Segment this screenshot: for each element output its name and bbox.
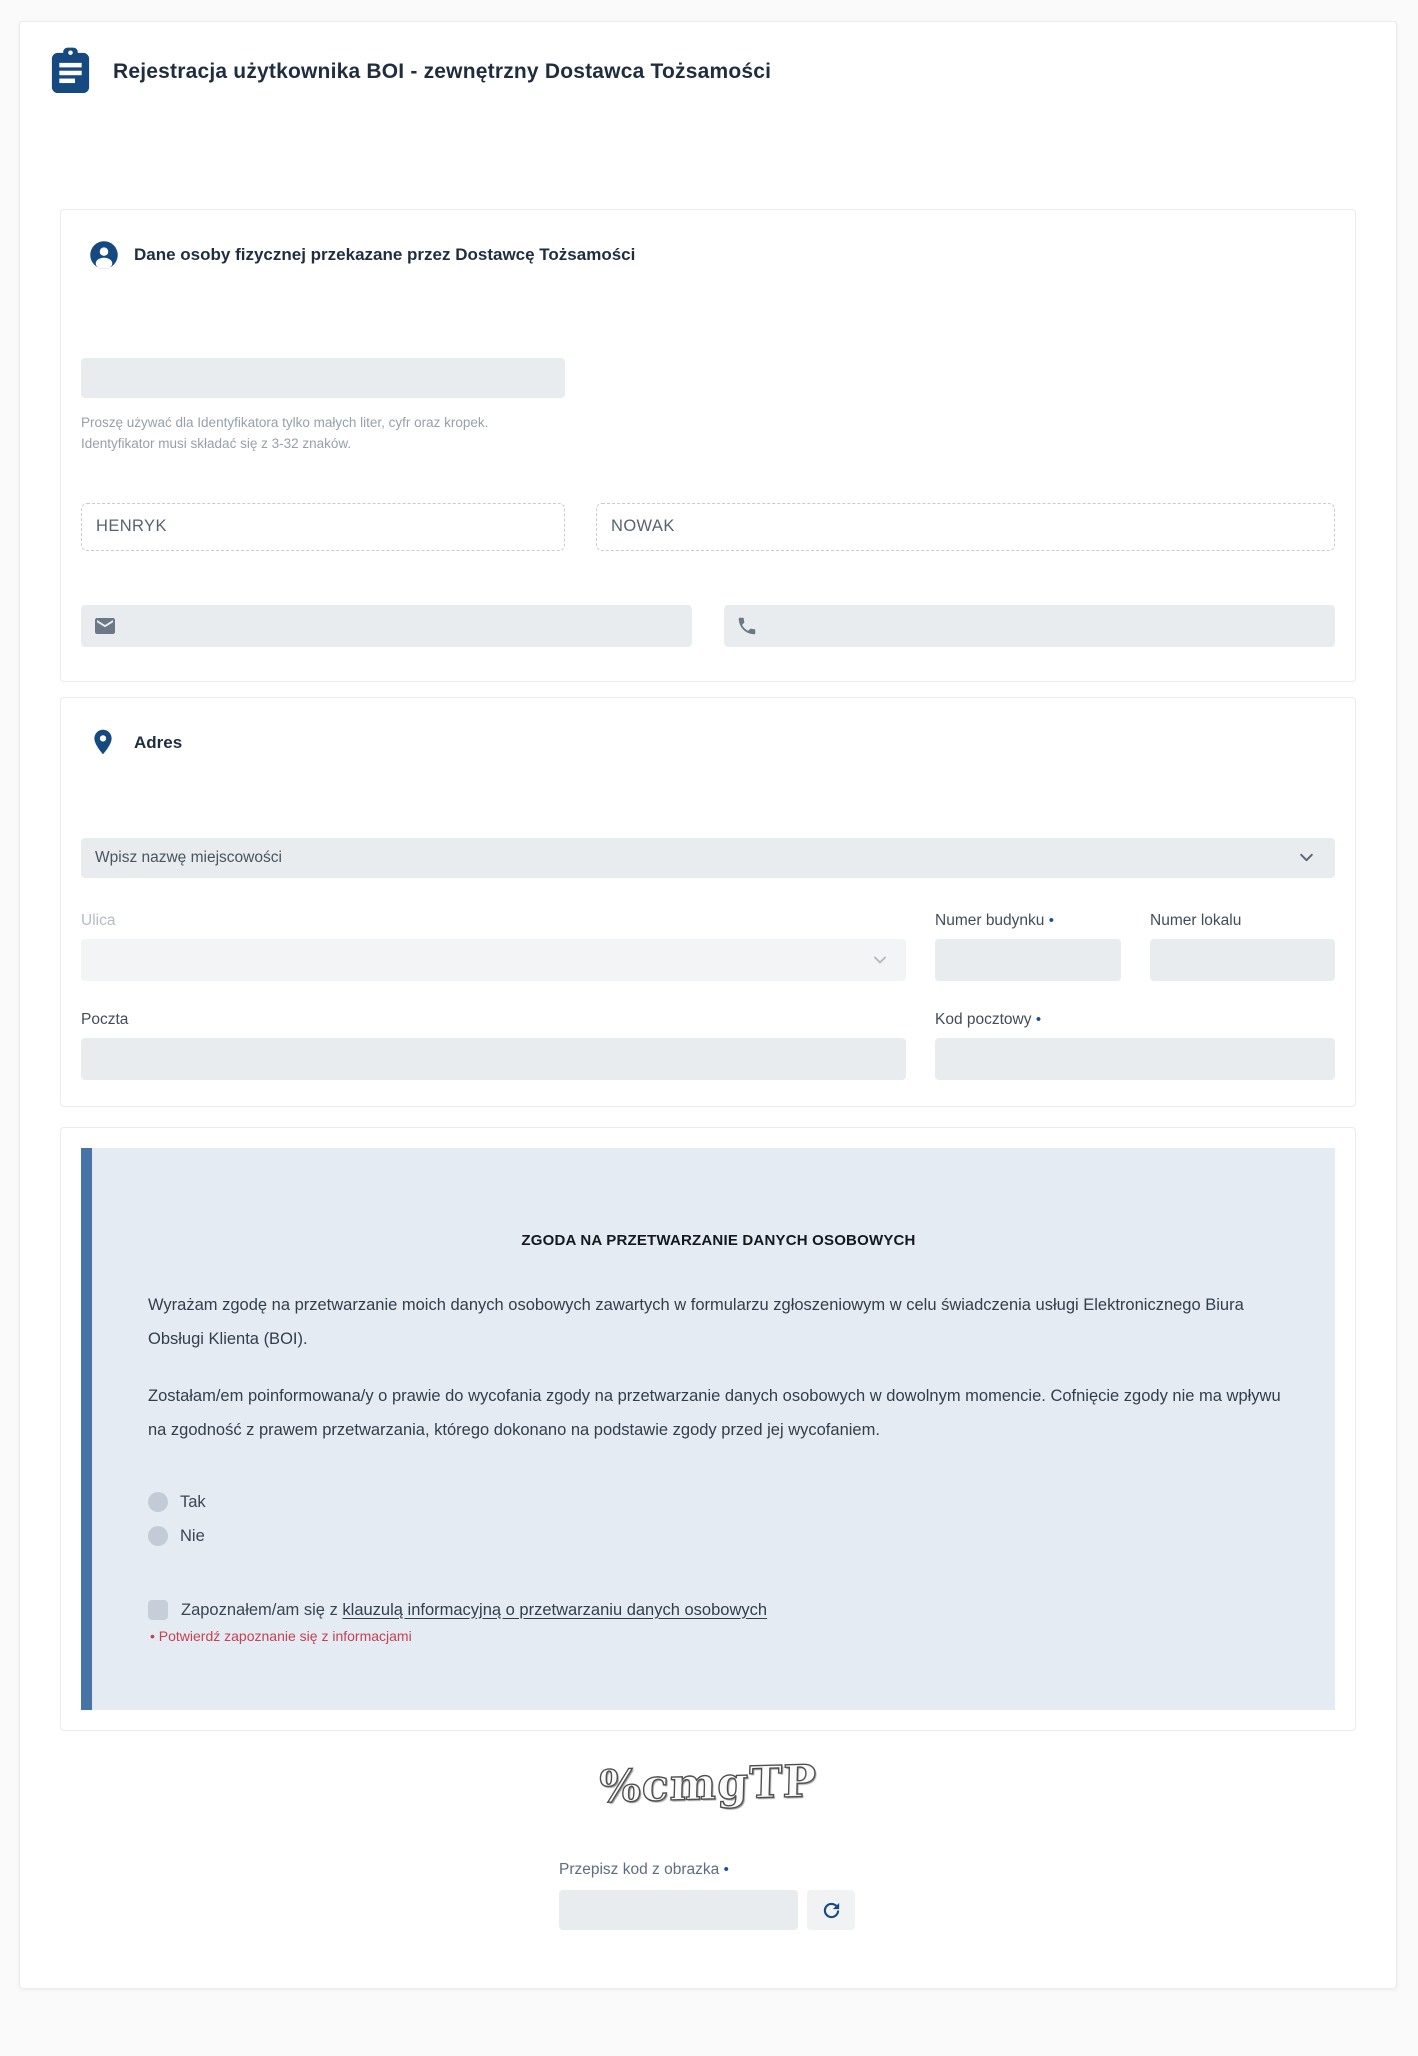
apartment-number-field — [1150, 912, 1335, 981]
contact-row — [81, 605, 1335, 647]
postal-code-field — [935, 1011, 1335, 1080]
consent-checkbox-label: Zapoznałem/am się z klauzulą informacyjną o przetwarzaniu danych osobowych — [181, 1600, 768, 1619]
street-field — [81, 912, 906, 981]
checkbox-error-message: • Potwierdź zapoznanie się z informacjami — [150, 1628, 412, 1645]
city-select[interactable] — [81, 838, 1335, 878]
radio-option-yes[interactable] — [148, 1492, 1289, 1512]
building-number-field — [935, 912, 1121, 981]
building-number-input[interactable] — [935, 939, 1121, 981]
phone-input[interactable] — [768, 605, 1323, 647]
captcha-input[interactable] — [559, 1890, 798, 1930]
building-number-label: Numer budynku • — [935, 911, 1054, 929]
consent-section — [60, 1127, 1356, 1731]
apartment-number-input[interactable] — [1150, 939, 1335, 981]
address-grid — [81, 912, 1335, 1080]
radio-circle-icon[interactable] — [148, 1526, 168, 1546]
captcha-form — [559, 1861, 857, 1930]
apartment-number-label: Numer lokalu — [1150, 911, 1242, 929]
information-clause-link[interactable]: klauzulą informacyjną o przetwarzaniu danych osobowych — [342, 1600, 768, 1619]
person-section-title: Dane osoby fizycznej przekazane przez Dostawcę Tożsamości — [134, 245, 636, 264]
radio-option-no[interactable] — [148, 1526, 1289, 1546]
captcha-refresh-button[interactable] — [807, 1890, 855, 1930]
clipboard-icon — [47, 46, 94, 97]
consent-body — [92, 1148, 1335, 1710]
required-marker: • — [723, 1861, 729, 1879]
person-section-header — [81, 232, 1335, 278]
email-field — [81, 605, 692, 647]
consent-paragraph-1: Wyrażam zgodę na przetwarzanie moich danych osobowych zawartych w formularzu zgłoszeniowym w celu świadczenia usługi Elektronicznego Biura Obsługi Klienta (BOI). — [148, 1295, 1244, 1348]
chevron-down-icon — [872, 952, 888, 968]
radio-yes-label: Tak — [180, 1492, 206, 1511]
required-marker: • — [1048, 911, 1054, 929]
map-pin-icon — [89, 728, 119, 758]
required-marker: • — [1035, 1010, 1042, 1028]
identifier-help-text: Proszę używać dla Identyfikatora tylko małych liter, cyfr oraz kropek. Identyfikator musi składać się z 3-32 znaków. — [81, 415, 489, 451]
page-header — [20, 22, 1396, 97]
post-input[interactable] — [81, 1038, 906, 1080]
envelope-icon — [93, 614, 117, 638]
consent-title: ZGODA NA PRZETWARZANIE DANYCH OSOBOWYCH — [521, 1231, 916, 1249]
consent-paragraph-2: Zostałam/em poinformowana/y o prawie do wycofania zgody na przetwarzanie danych osobowych w dowolnym momencie. Cofnięcie zgody nie ma wpływu na zgodność z prawem przetwarzania, którego dokonano na podstawie zgody przed jej wycofaniem. — [148, 1387, 1281, 1440]
phone-field — [724, 605, 1335, 647]
refresh-icon — [820, 1899, 843, 1922]
name-row — [81, 503, 1335, 551]
main-card — [19, 21, 1397, 1989]
postal-code-label: Kod pocztowy • — [935, 1010, 1042, 1028]
captcha-label: Przepisz kod z obrazka • — [559, 1861, 729, 1879]
first-name-input[interactable] — [81, 503, 565, 551]
consent-checkbox[interactable] — [148, 1600, 168, 1620]
radio-circle-icon[interactable] — [148, 1492, 168, 1512]
address-section-header — [81, 720, 1335, 766]
street-label: Ulica — [81, 911, 116, 929]
identifier-input[interactable] — [81, 358, 565, 398]
captcha-image: %cmgTP — [598, 1756, 818, 1813]
address-section — [60, 697, 1356, 1107]
consent-accent-bar — [81, 1148, 92, 1710]
street-select — [81, 939, 906, 981]
information-clause-row — [148, 1600, 1289, 1620]
person-data-section — [60, 209, 1356, 682]
phone-icon — [736, 615, 758, 637]
post-label: Poczta — [81, 1010, 129, 1028]
city-select-placeholder: Wpisz nazwę miejscowości — [95, 848, 282, 866]
chevron-down-icon — [1298, 849, 1315, 866]
page-title: Rejestracja użytkownika BOI - zewnętrzny Dostawca Tożsamości — [113, 59, 772, 83]
email-input[interactable] — [127, 605, 680, 647]
post-field — [81, 1011, 906, 1080]
radio-no-label: Nie — [180, 1526, 205, 1545]
captcha-block — [20, 1756, 1396, 1930]
address-section-title: Adres — [134, 732, 183, 752]
person-circle-icon — [89, 240, 119, 270]
last-name-input[interactable] — [596, 503, 1335, 551]
postal-code-input[interactable] — [935, 1038, 1335, 1080]
